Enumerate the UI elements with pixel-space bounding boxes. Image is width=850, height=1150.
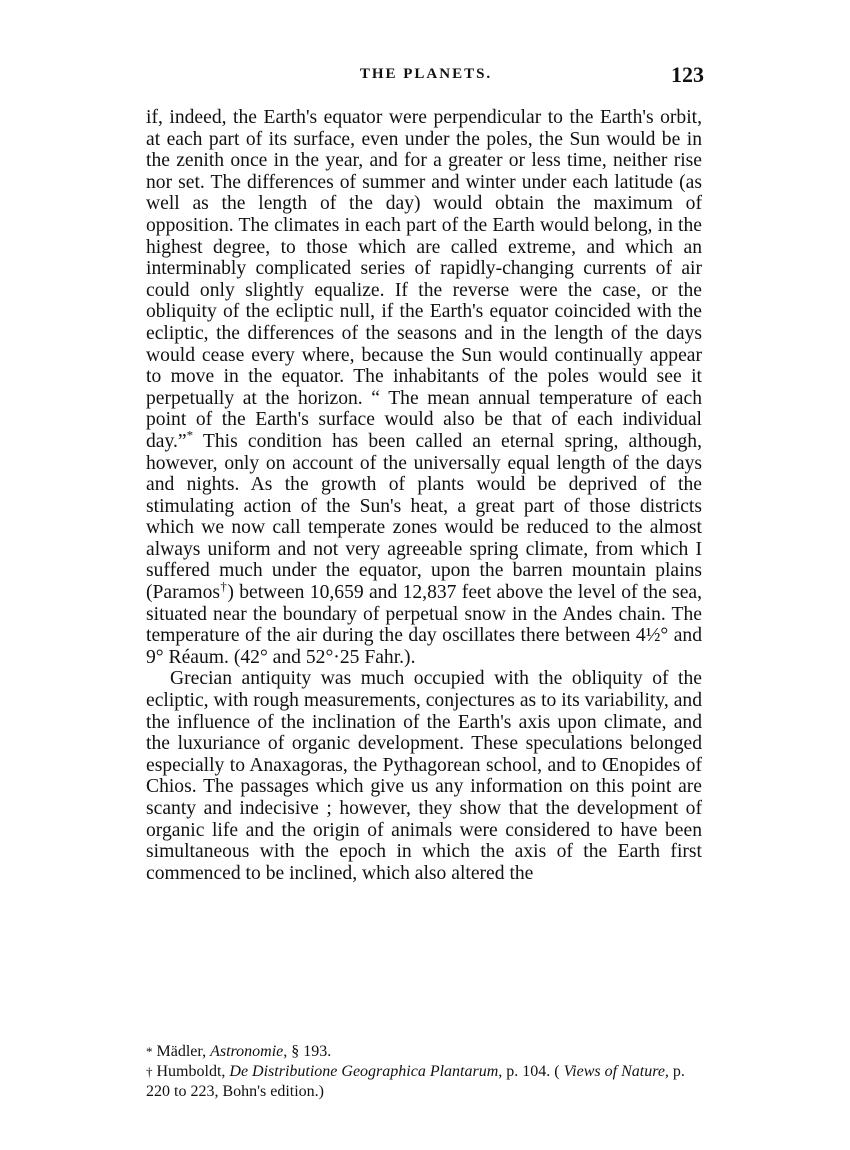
running-head: [146, 62, 706, 90]
footnote: [146, 1062, 706, 1102]
footnote-reference: *: [186, 427, 194, 443]
footnote-text: p. 220 to 223, Bohn's edition.): [146, 1063, 685, 1100]
footnote-mark: †: [146, 1064, 153, 1079]
footnote: [146, 1042, 706, 1062]
footnote-text: Humboldt,: [152, 1063, 230, 1080]
body-text: [146, 107, 702, 884]
footnotes: [146, 1042, 706, 1102]
page-number: 123: [671, 62, 704, 87]
running-title: THE PLANETS.: [359, 66, 493, 82]
footnote-reference: †: [220, 578, 228, 594]
paragraph: [146, 107, 702, 668]
paragraph: Grecian antiquity was much occupied with the obliquity of the ecliptic, with rough measurements, conjectures as to its variability, and the influence of the inclination of the Earth's axis upon climate, and the luxuriance of organic development. These speculations belonged especially to Anaxagoras, the Pythagorean school, and to Œnopides of Chios. The passages which give us any information on this point are scanty and indecisive ; however, they show that the development of organic life and the origin of animals were considered to have been simultaneous with the epoch in which the axis of the Earth first commenced to be inclined, which also altered the: [146, 668, 702, 884]
paragraph-text: This condition has been called an eternal spring, although, however, only on account of the universally equal length of the days and nights. As the growth of plants would be deprived of the stimulating action of the Sun's heat, a great part of those districts which we now call temperate zones would be reduced to the almost always uniform and not very agreeable spring climate, from which I suffered much under the equator, upon the barren mountain plains (Paramos: [146, 430, 702, 604]
footnote-italic: Astronomie,: [210, 1043, 288, 1060]
footnote-italic: De Distributione Geographica Plantarum,: [229, 1063, 503, 1080]
footnote-text: Mädler,: [152, 1043, 211, 1060]
paragraph-text: ) between 10,659 and 12,837 feet above the level of the sea, situated near the boundary of perpetual snow in the Andes chain. The temperature of the air during the day oscillates there between 4½° and 9° Réaum. (42° and 52°·25 Fahr.).: [146, 582, 703, 668]
footnote-text: p. 104. (: [502, 1063, 564, 1080]
footnote-text: § 193.: [287, 1043, 332, 1060]
paragraph-text: if, indeed, the Earth's equator were perpendicular to the Earth's orbit, at each part of its surface, even under the poles, the Sun would be in the zenith once in the year, and for a greater or less time, neither rise nor set. The differences of summer and winter under each latitude (as well as the length of the day) would obtain the maximum of opposition. The climates in each part of the Earth would belong, in the highest degree, to those which are called extreme, and which an interminably complicated series of rapidly-changing currents of air could only slightly equalize. If the reverse were the case, or the obliquity of the ecliptic null, if the Earth's equator coincided with the ecliptic, the differences of the seasons and in the length of the days would cease every where, because the Sun would continually appear to move in the equator. The inhabitants of the poles would see it perpetually at the horizon. “ The mean annual temperature of each point of the Earth's surface would also be that of each individual day.”: [146, 107, 702, 452]
footnote-italic: Views of Nature,: [563, 1063, 669, 1080]
footnote-mark: *: [146, 1044, 153, 1059]
